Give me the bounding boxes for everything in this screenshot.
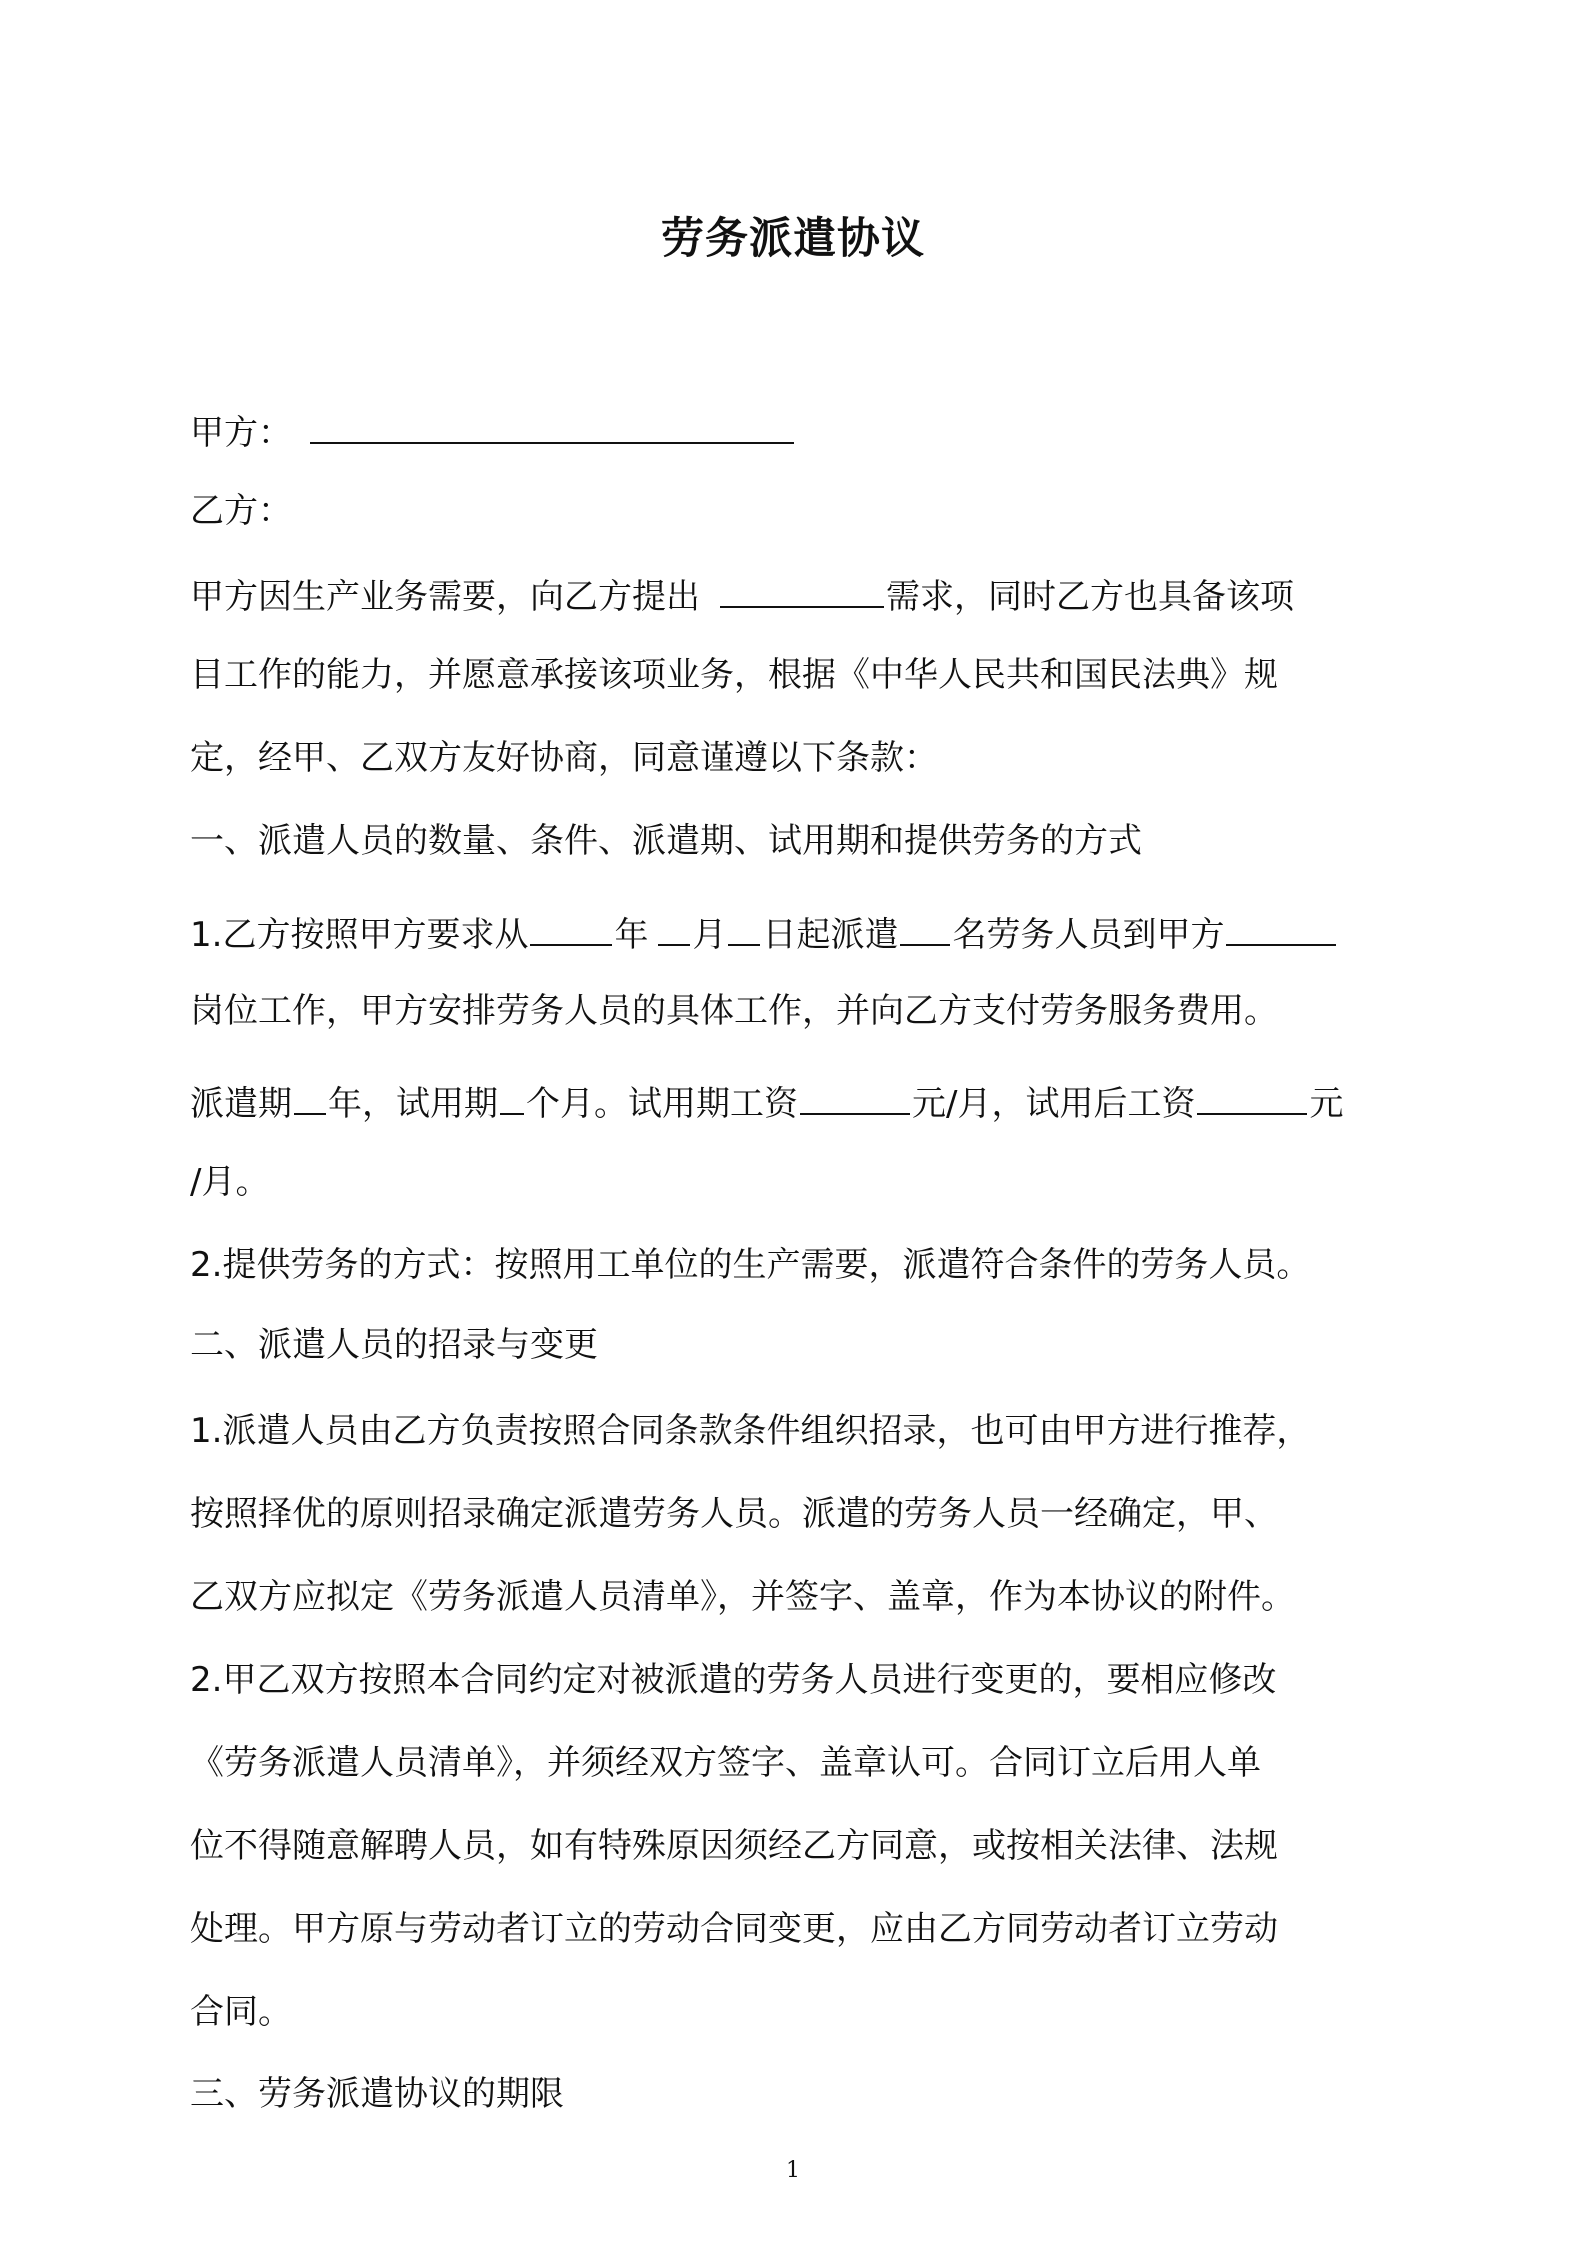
- s2-item2-line4: 处理。甲方原与劳动者订立的劳动合同变更，应由乙方同劳动者订立劳动: [190, 1909, 1278, 1949]
- s1-item1-text-c: 月: [692, 915, 727, 955]
- probation-wage-label: 个月。试用期工资: [526, 1084, 798, 1124]
- position-blank: [1226, 906, 1336, 946]
- intro-text-1b: 需求，同时乙方也具备该项: [886, 577, 1294, 617]
- intro-line-2: 目工作的能力，并愿意承接该项业务，根据《中华人民共和国民法典》规: [190, 655, 1278, 695]
- intro-line-3: 定，经甲、乙双方友好协商，同意谨遵以下条款：: [190, 738, 938, 778]
- s1-item1-line3: [190, 1075, 1400, 1128]
- party-a-label: 甲方：: [190, 413, 292, 453]
- s1-item1-text-b: 年: [614, 915, 649, 955]
- s2-item2-line2: 《劳务派遣人员清单》，并须经双方签字、盖章认可。合同订立后用人单: [190, 1743, 1261, 1783]
- section2-heading: 二、派遣人员的招录与变更: [190, 1325, 598, 1365]
- wage-unit-text: 元: [1309, 1084, 1344, 1124]
- s1-item1-line4: /月。: [190, 1162, 270, 1202]
- probation-wage-blank: [800, 1075, 910, 1115]
- month-blank: [658, 906, 690, 946]
- s2-item1-line2: 按照择优的原则招录确定派遣劳务人员。派遣的劳务人员一经确定，甲、: [190, 1494, 1278, 1534]
- intro-text-1a: 甲方因生产业务需要，向乙方提出: [190, 577, 700, 617]
- s1-item1-text-d: 日起派遣: [762, 915, 899, 955]
- party-a-line: [190, 404, 1400, 457]
- post-probation-wage-label: 元/月，试用后工资: [912, 1084, 1196, 1124]
- day-blank: [728, 906, 760, 946]
- s2-item2-line1: 2.甲乙双方按照本合同约定对被派遣的劳务人员进行变更的，要相应修改: [190, 1660, 1277, 1700]
- section1-heading: 一、派遣人员的数量、条件、派遣期、试用期和提供劳务的方式: [190, 821, 1142, 861]
- page-number: 1: [786, 2158, 800, 2183]
- count-blank: [900, 906, 950, 946]
- party-a-blank: [310, 404, 794, 444]
- s1-item2: 2.提供劳务的方式：按照用工单位的生产需要，派遣符合条件的劳务人员。: [190, 1245, 1311, 1285]
- s2-item2-line5: 合同。: [190, 1992, 292, 2032]
- s2-item1-line3: 乙双方应拟定《劳务派遣人员清单》，并签字、盖章，作为本协议的附件。: [190, 1577, 1295, 1617]
- s2-item1-line1: 1.派遣人员由乙方负责按照合同条款条件组织招录，也可由甲方进行推荐，: [190, 1411, 1311, 1451]
- year-blank: [530, 906, 612, 946]
- s1-item1-text-e: 名劳务人员到甲方: [952, 915, 1225, 955]
- probation-label: 年，试用期: [328, 1084, 498, 1124]
- intro-line-1: [190, 568, 1400, 621]
- s1-item1-line2: 岗位工作，甲方安排劳务人员的具体工作，并向乙方支付劳务服务费用。: [190, 991, 1278, 1031]
- dispatch-period-label: 派遣期: [190, 1084, 292, 1124]
- document-title: 劳务派遣协议: [661, 214, 925, 264]
- s1-item1-line1: [190, 906, 1400, 959]
- party-b-label: 乙方：: [190, 491, 292, 531]
- s1-item1-text-a: 1.乙方按照甲方要求从: [190, 915, 529, 955]
- demand-blank: [720, 568, 884, 608]
- party-b-line: [190, 487, 1400, 535]
- post-probation-wage-blank: [1197, 1075, 1307, 1115]
- dispatch-years-blank: [294, 1075, 326, 1115]
- s2-item2-line3: 位不得随意解聘人员，如有特殊原因须经乙方同意，或按相关法律、法规: [190, 1826, 1278, 1866]
- section3-heading: 三、劳务派遣协议的期限: [190, 2074, 564, 2114]
- probation-months-blank: [500, 1075, 524, 1115]
